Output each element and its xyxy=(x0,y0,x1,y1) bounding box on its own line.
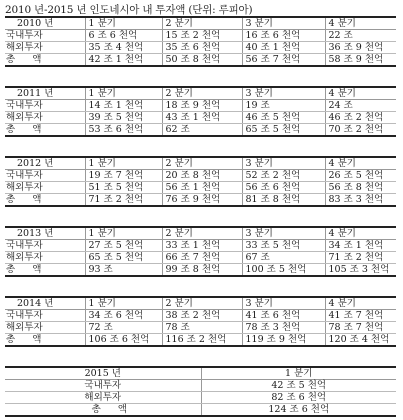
year-label: 2012 년 xyxy=(5,157,85,170)
row-label-foreign: 해외투자 xyxy=(5,392,201,404)
quarter-header: 3 분기 xyxy=(242,297,325,310)
table-cell: 34 조 1 천억 xyxy=(325,240,396,252)
quarter-header: 1 분기 xyxy=(85,297,162,310)
table-cell: 41 조 6 천억 xyxy=(242,310,325,322)
page-title: 2010 년-2015 년 인도네시아 내 투자액 (단위: 루피아) xyxy=(5,4,253,16)
table-cell: 71 조 2 천억 xyxy=(85,194,162,207)
table-row xyxy=(5,334,396,347)
investment-table-2011 xyxy=(5,86,396,137)
table-row xyxy=(5,322,396,334)
quarter-header: 4 분기 xyxy=(325,157,396,170)
table-cell: 72 조 xyxy=(85,322,162,334)
table-cell: 116 조 2 천억 xyxy=(162,334,242,347)
table-cell: 41 조 7 천억 xyxy=(325,310,396,322)
table-cell: 27 조 5 천억 xyxy=(85,240,162,252)
table-cell: 42 조 1 천억 xyxy=(85,54,162,67)
investment-table-2010 xyxy=(5,16,396,67)
table-row xyxy=(5,170,396,182)
table-cell: 22 조 xyxy=(325,30,396,42)
table-cell: 51 조 5 천억 xyxy=(85,182,162,194)
table-cell: 20 조 8 천억 xyxy=(162,170,242,182)
row-label-foreign: 해외투자 xyxy=(5,322,85,334)
quarter-header: 1 분기 xyxy=(85,87,162,100)
year-label: 2010 년 xyxy=(5,17,85,30)
table-cell: 50 조 8 천억 xyxy=(162,54,242,67)
row-label-foreign: 해외투자 xyxy=(5,252,85,264)
table-row xyxy=(5,100,396,112)
quarter-header: 1 분기 xyxy=(85,227,162,240)
table-row xyxy=(5,252,396,264)
quarter-header: 3 분기 xyxy=(242,17,325,30)
table-cell: 78 조 7 천억 xyxy=(325,322,396,334)
table-cell: 19 조 xyxy=(242,100,325,112)
investment-table-2014 xyxy=(5,296,396,347)
row-label-total: 총 액 xyxy=(5,194,85,207)
quarter-header: 4 분기 xyxy=(325,87,396,100)
quarter-header: 1 분기 xyxy=(85,17,162,30)
row-label-domestic: 국내투자 xyxy=(5,30,85,42)
table-cell: 35 조 4 천억 xyxy=(85,42,162,54)
table-cell: 62 조 xyxy=(162,124,242,137)
table-row xyxy=(5,42,396,54)
row-label-total: 총 액 xyxy=(5,334,85,347)
table-cell: 71 조 2 천억 xyxy=(325,252,396,264)
table-cell: 78 조 xyxy=(162,322,242,334)
table-cell: 82 조 6 천억 xyxy=(201,392,396,404)
table-cell: 36 조 9 천억 xyxy=(325,42,396,54)
table-row xyxy=(5,54,396,67)
table-cell: 14 조 1 천억 xyxy=(85,100,162,112)
quarter-header: 1 분기 xyxy=(85,157,162,170)
investment-table-2013 xyxy=(5,226,396,277)
table-row xyxy=(5,182,396,194)
row-label-domestic: 국내투자 xyxy=(5,310,85,322)
table-row xyxy=(5,112,396,124)
table-cell: 6 조 6 천억 xyxy=(85,30,162,42)
table-header-row xyxy=(5,367,396,380)
table-cell: 35 조 6 천억 xyxy=(162,42,242,54)
investment-table-2012 xyxy=(5,156,396,207)
table-row xyxy=(5,310,396,322)
table-cell: 56 조 8 천억 xyxy=(325,182,396,194)
table-cell: 33 조 5 천억 xyxy=(242,240,325,252)
row-label-domestic: 국내투자 xyxy=(5,170,85,182)
table-row xyxy=(5,240,396,252)
table-cell: 105 조 3 천억 xyxy=(325,264,396,277)
table-cell: 119 조 9 천억 xyxy=(242,334,325,347)
table-cell: 40 조 1 천억 xyxy=(242,42,325,54)
table-cell: 81 조 8 천억 xyxy=(242,194,325,207)
table-cell: 65 조 5 천억 xyxy=(85,252,162,264)
row-label-total: 총 액 xyxy=(5,404,201,417)
table-cell: 16 조 6 천억 xyxy=(242,30,325,42)
table-cell: 34 조 6 천억 xyxy=(85,310,162,322)
table-cell: 106 조 6 천억 xyxy=(85,334,162,347)
quarter-header: 2 분기 xyxy=(162,297,242,310)
table-cell: 19 조 7 천억 xyxy=(85,170,162,182)
table-row xyxy=(5,392,396,404)
quarter-header: 2 분기 xyxy=(162,157,242,170)
table-header-row xyxy=(5,157,396,170)
table-cell: 38 조 2 천억 xyxy=(162,310,242,322)
table-cell: 65 조 5 천억 xyxy=(242,124,325,137)
table-cell: 83 조 3 천억 xyxy=(325,194,396,207)
table-cell: 26 조 5 천억 xyxy=(325,170,396,182)
table-cell: 124 조 6 천억 xyxy=(201,404,396,417)
table-cell: 78 조 3 천억 xyxy=(242,322,325,334)
table-cell: 46 조 5 천억 xyxy=(242,112,325,124)
table-cell: 67 조 xyxy=(242,252,325,264)
table-cell: 24 조 xyxy=(325,100,396,112)
quarter-header: 2 분기 xyxy=(162,87,242,100)
quarter-header: 1 분기 xyxy=(201,367,396,380)
table-cell: 43 조 1 천억 xyxy=(162,112,242,124)
quarter-header: 4 분기 xyxy=(325,227,396,240)
quarter-header: 3 분기 xyxy=(242,157,325,170)
investment-table-2015 xyxy=(5,366,396,417)
quarter-header: 4 분기 xyxy=(325,17,396,30)
table-cell: 42 조 5 천억 xyxy=(201,380,396,392)
row-label-domestic: 국내투자 xyxy=(5,240,85,252)
table-row xyxy=(5,124,396,137)
table-row xyxy=(5,264,396,277)
table-cell: 120 조 4 천억 xyxy=(325,334,396,347)
year-label: 2015 년 xyxy=(5,367,201,380)
quarter-header: 3 분기 xyxy=(242,87,325,100)
row-label-total: 총 액 xyxy=(5,264,85,277)
table-header-row xyxy=(5,297,396,310)
table-row xyxy=(5,30,396,42)
table-row xyxy=(5,194,396,207)
row-label-total: 총 액 xyxy=(5,124,85,137)
table-row xyxy=(5,380,396,392)
table-cell: 76 조 9 천억 xyxy=(162,194,242,207)
table-cell: 70 조 2 천억 xyxy=(325,124,396,137)
table-cell: 52 조 2 천억 xyxy=(242,170,325,182)
table-cell: 53 조 6 천억 xyxy=(85,124,162,137)
year-label: 2013 년 xyxy=(5,227,85,240)
table-cell: 18 조 9 천억 xyxy=(162,100,242,112)
table-cell: 15 조 2 천억 xyxy=(162,30,242,42)
table-cell: 39 조 5 천억 xyxy=(85,112,162,124)
table-header-row xyxy=(5,87,396,100)
table-header-row xyxy=(5,17,396,30)
table-cell: 100 조 5 천억 xyxy=(242,264,325,277)
table-cell: 56 조 7 천억 xyxy=(242,54,325,67)
table-header-row xyxy=(5,227,396,240)
row-label-foreign: 해외투자 xyxy=(5,42,85,54)
quarter-header: 2 분기 xyxy=(162,227,242,240)
row-label-foreign: 해외투자 xyxy=(5,112,85,124)
table-row xyxy=(5,404,396,417)
table-cell: 33 조 1 천억 xyxy=(162,240,242,252)
table-cell: 99 조 8 천억 xyxy=(162,264,242,277)
year-label: 2011 년 xyxy=(5,87,85,100)
table-cell: 56 조 1 천억 xyxy=(162,182,242,194)
row-label-total: 총 액 xyxy=(5,54,85,67)
table-cell: 46 조 2 천억 xyxy=(325,112,396,124)
quarter-header: 3 분기 xyxy=(242,227,325,240)
table-cell: 93 조 xyxy=(85,264,162,277)
row-label-domestic: 국내투자 xyxy=(5,100,85,112)
row-label-foreign: 해외투자 xyxy=(5,182,85,194)
quarter-header: 4 분기 xyxy=(325,297,396,310)
table-cell: 58 조 9 천억 xyxy=(325,54,396,67)
year-label: 2014 년 xyxy=(5,297,85,310)
table-cell: 56 조 6 천억 xyxy=(242,182,325,194)
quarter-header: 2 분기 xyxy=(162,17,242,30)
row-label-domestic: 국내투자 xyxy=(5,380,201,392)
table-cell: 66 조 7 천억 xyxy=(162,252,242,264)
